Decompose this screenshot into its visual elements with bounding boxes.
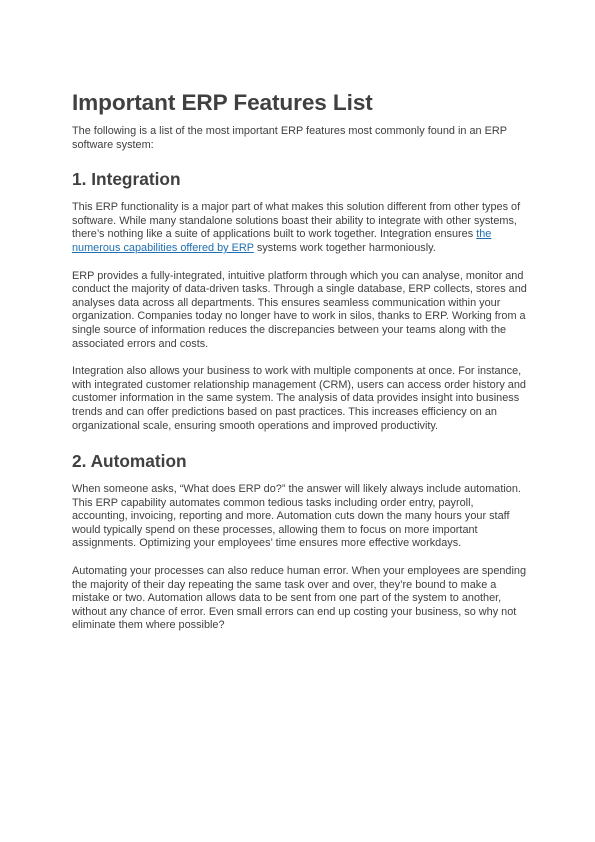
section-integration <box>72 168 527 433</box>
document-page <box>72 88 527 647</box>
section-heading-integration: 1. Integration <box>72 169 181 190</box>
intro-paragraph: The following is a list of the most important ERP features most commonly found in an ERP software system: <box>72 125 507 151</box>
paragraph-text: This ERP functionality is a major part of what makes this solution different from other types of software. While many standalone solutions boast their ability to integrate with other systems, there’s nothing like a suite of applications built to work together. Integration ensures <box>72 201 521 241</box>
integration-paragraph-1 <box>72 201 527 255</box>
erp-capabilities-link[interactable]: the numerous capabilities offered by ERP <box>72 228 492 254</box>
section-automation <box>72 450 527 633</box>
page-title: Important ERP Features List <box>72 90 373 115</box>
automation-paragraph-1: When someone asks, “What does ERP do?” the answer will likely always include automation. This ERP capability automates common tedious tasks including order entry, payroll, accounting, invoicing, reporting and more. Automation cuts down the many hours your staff would typically spend on these processes, allowing them to focus on more important assignments. Optimizing your employees’ time ensures more effective workdays. <box>72 483 521 550</box>
integration-paragraph-2: ERP provides a fully-integrated, intuitive platform through which you can analyse, monitor and conduct the majority of data-driven tasks. Through a single database, ERP collects, stores and analyses data across all departments. This ensures seamless communication within your organization. Companies today no longer have to work in silos, thanks to ERP. Working from a single source of information reduces the discrepancies between your teams along with the associated errors and costs. <box>72 269 527 350</box>
automation-paragraph-2: Automating your processes can also reduce human error. When your employees are spending the majority of their day repeating the same task over and over, they’re bound to make a mistake or two. Automation allows data to be sent from one part of the system to another, without any chance of error. Even small errors can end up costing your business, so why not eliminate them where possible? <box>72 565 527 632</box>
paragraph-text: systems work together harmoniously. <box>253 241 436 254</box>
section-heading-automation: 2. Automation <box>72 451 187 472</box>
integration-paragraph-3: Integration also allows your business to work with multiple components at once. For instance, with integrated customer relationship management (CRM), users can access order history and customer information in the same system. The analysis of data provides insight into business trends and can offer predictions based on past practices. This increases efficiency on an organizational scale, ensuring smooth operations and improved productivity. <box>72 365 526 432</box>
